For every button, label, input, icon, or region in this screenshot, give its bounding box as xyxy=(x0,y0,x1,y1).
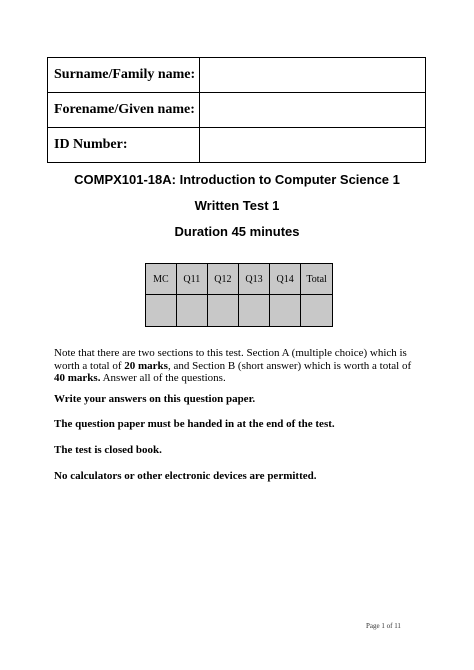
test-duration: Duration 45 minutes xyxy=(174,224,300,239)
marks-header-mc: MC xyxy=(146,264,177,295)
test-title: Written Test 1 xyxy=(194,198,280,213)
instruction-closed-book: The test is closed book. xyxy=(54,444,162,456)
marks-header-q13: Q13 xyxy=(238,264,269,295)
forename-label: Forename/Given name: xyxy=(48,93,200,128)
marks-header-q12: Q12 xyxy=(207,264,238,295)
forename-field[interactable] xyxy=(199,93,425,128)
marks-cell-q12 xyxy=(207,295,238,327)
surname-row xyxy=(48,58,426,93)
page-number: Page 1 of 11 xyxy=(366,622,401,630)
instruction-no-calculators: No calculators or other electronic devices are permitted. xyxy=(54,470,317,482)
id-number-row xyxy=(48,128,426,163)
marks-header-q14: Q14 xyxy=(270,264,301,295)
sections-note xyxy=(54,347,424,385)
section-a-marks: 20 marks xyxy=(124,359,168,372)
marks-header-q11: Q11 xyxy=(176,264,207,295)
course-title: COMPX101-18A: Introduction to Computer Science 1 xyxy=(74,172,400,187)
marks-header-total: Total xyxy=(301,264,333,295)
section-b-marks: 40 marks. xyxy=(54,372,101,384)
student-info-table xyxy=(47,57,426,163)
instruction-hand-in: The question paper must be handed in at the end of the test. xyxy=(54,418,335,430)
surname-label: Surname/Family name: xyxy=(48,58,200,93)
marks-header-row xyxy=(146,264,333,295)
id-number-label: ID Number: xyxy=(48,128,200,163)
marks-cell-q11 xyxy=(176,295,207,327)
marks-cell-mc xyxy=(146,295,177,327)
id-number-field[interactable] xyxy=(199,128,425,163)
marks-cell-q13 xyxy=(238,295,269,327)
marks-table xyxy=(145,263,333,327)
marks-value-row xyxy=(146,295,333,327)
marks-cell-q14 xyxy=(270,295,301,327)
instruction-write-answers: Write your answers on this question paper. xyxy=(54,393,256,405)
marks-cell-total xyxy=(301,295,333,327)
forename-row xyxy=(48,93,426,128)
note-text-3: Answer all of the questions. xyxy=(100,372,226,384)
surname-field[interactable] xyxy=(199,58,425,93)
note-text-2: , and Section B (short answer) which is worth a total of xyxy=(167,359,412,372)
note-text-1: Note that there are two sections to this test. Section A (multiple choice) which is worth a total of xyxy=(54,347,407,372)
